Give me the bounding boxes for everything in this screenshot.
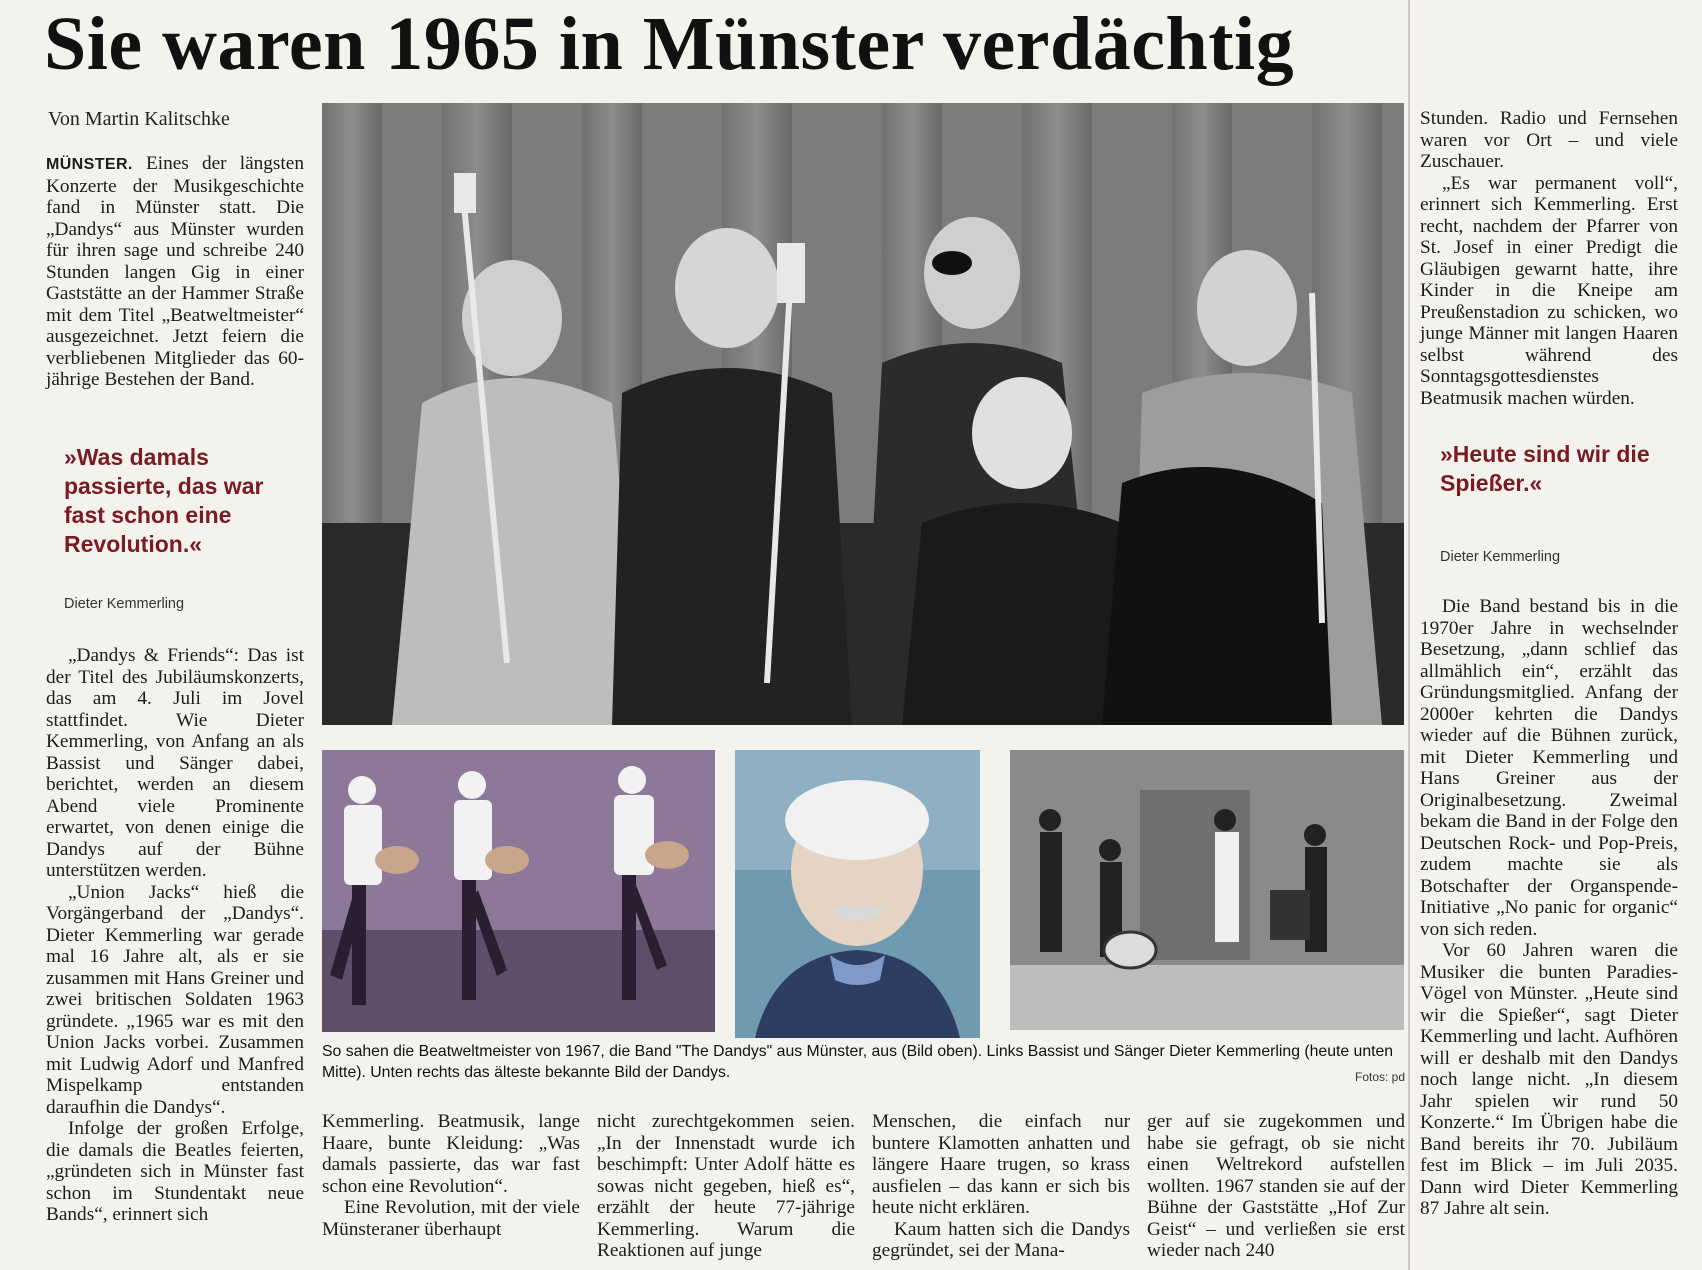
pull-quote-right: »Heute sind wir die Spießer.« bbox=[1440, 441, 1650, 496]
bottom-column-3 bbox=[872, 1111, 1130, 1262]
pull-quote-left-author: Dieter Kemmerling bbox=[64, 596, 185, 612]
lead-paragraph bbox=[46, 153, 304, 391]
left-column-body bbox=[46, 645, 304, 1226]
paragraph: nicht zurechtgekommen seien. „In der Innenstadt wurde ich beschimpft: Unter Adolf hätte es sowas nicht gegeben, hieß es“, erzählt der heute 77-jährige Kemmerling. Warum die Reaktionen auf junge bbox=[597, 1111, 855, 1261]
bottom-column-4 bbox=[1147, 1111, 1405, 1262]
bottom-column-1 bbox=[322, 1111, 580, 1240]
column-edge-rule bbox=[1408, 0, 1410, 1270]
paragraph: „Es war permanent voll“, erinnert sich Kemmerling. Erst recht, nachdem der Pfarrer von St. Josef in einer Predigt die Gläubigen gewarnt hatte, ihre Kinder in die Kneipe am Preußenstadion zu schicken, wo junge Männer mit langen Haaren selbst während des Sonntagsgottesdienstes Beatmusik machen würden. bbox=[1420, 172, 1678, 409]
paragraph: Vor 60 Jahren waren die Musiker die bunten Paradies-Vögel von Münster. „Heute sind wir die Spießer“, sagt Dieter Kemmerling und lacht. Aufhören will er deshalb mit den Dandys noch lange nicht. „In diesem Jahr spielen wir rund 50 Konzerte.“ Im Übrigen habe die Band bereits ihr 70. Jubiläum fest im Blick – im Juli 2035. Dann wird Dieter Kemmerling 87 Jahre alt sein. bbox=[1420, 940, 1678, 1219]
headline: Sie waren 1965 in Münster verdächtig bbox=[44, 2, 1295, 86]
photo-credit: Fotos: pd bbox=[1355, 1070, 1406, 1084]
bottom-column-2 bbox=[597, 1111, 855, 1262]
paragraph: ger auf sie zugekommen und habe sie gefragt, ob sie nicht einen Weltrekord aufstellen wollten. 1967 standen sie auf der Bühne der Gaststätte „Hof Zur Geist“ – und verließen sie erst wieder nach 240 bbox=[1147, 1111, 1405, 1261]
paragraph: „Dandys & Friends“: Das ist der Titel des Jubiläumskonzerts, das am 4. Juli im Jovel stattfindet. Wie Dieter Kemmerling, von Anfang an als Bassist und Sänger dabei, berichtet, werden an diesem Abend viele Prominente erwartet, von denen einige die Dandys auf der Bühne unterstützen werden. bbox=[46, 645, 304, 881]
photo-caption: So sahen die Beatweltmeister von 1967, die Band "The Dandys" aus Münster, aus (Bild oben). Links Bassist und Sänger Dieter Kemmerling (heute unten Mitte). Unten rechts das älteste bekannte Bild der Dandys. bbox=[322, 1043, 1394, 1081]
photo-portrait-kemmerling bbox=[735, 750, 980, 1038]
main-band-photo bbox=[322, 103, 1404, 725]
dateline: MÜNSTER. bbox=[46, 156, 133, 173]
paragraph: „Union Jacks“ hieß die Vorgängerband der „Dandys“. Dieter Kemmerling war gerade mal 16 Jahre alt, als er sie zusammen mit Hans Greiner und zwei britischen Soldaten 1963 gründete. „1965 war es mit den Union Jacks vorbei. Zusammen mit Ludwig Adorf und Manfred Mispelkamp entstanden daraufhin die Dandys“. bbox=[46, 881, 304, 1118]
pull-quote-left: »Was damals passierte, das war fast schon eine Revolution.« bbox=[64, 444, 264, 557]
paragraph: Stunden. Radio und Fernsehen waren vor Ort – und viele Zuschauer. bbox=[1420, 108, 1678, 172]
paragraph: Kemmerling. Beatmusik, lange Haare, bunte Kleidung: „Was damals passierte, das war fast schon eine Revolution“. bbox=[322, 1111, 580, 1197]
paragraph: Kaum hatten sich die Dandys gegründet, sei der Mana- bbox=[872, 1218, 1130, 1261]
right-column-top bbox=[1420, 108, 1678, 409]
lead-text: Eines der längsten Konzerte der Musikgeschichte fand in Münster statt. Die „Dandys“ aus Münster wurden für ihren sage und schreibe 240 Stunden langen Gig in einer Gaststätte an der Hammer Straße mit dem Titel „Beatweltmeister“ ausgezeichnet. Jetzt feiern die verbliebenen Mitglieder das 60-jährige Bestehen der Band. bbox=[46, 153, 304, 390]
pull-quote-right-author: Dieter Kemmerling bbox=[1440, 549, 1561, 565]
photo-dancing-band bbox=[322, 750, 715, 1032]
byline: Von Martin Kalitschke bbox=[48, 108, 230, 130]
paragraph: Menschen, die einfach nur buntere Klamotten anhatten und längere Haare trugen, so krass ausfielen – das kann er sich bis heute nicht erklären. bbox=[872, 1111, 1130, 1218]
photo-stage-oldest bbox=[1010, 750, 1404, 1030]
paragraph: Infolge der großen Erfolge, die damals die Beatles feierten, „gründeten sich in Münster fast schon im Stundentakt neue Bands“, erinnert sich bbox=[46, 1118, 304, 1225]
right-column-body bbox=[1420, 596, 1678, 1220]
paragraph: Eine Revolution, mit der viele Münsteraner überhaupt bbox=[322, 1197, 580, 1240]
paragraph: Die Band bestand bis in die 1970er Jahre in wechselnder Besetzung, „dann schlief das allmählich ein“, erzählt das Gründungsmitglied. Anfang der 2000er kehrten die Dandys wieder auf die Bühnen zurück, mit Dieter Kemmerling und Hans Greiner aus der Originalbesetzung. Zweimal bekam die Band in der Folge den Deutschen Rock- und Pop-Preis, zudem machte sie als Botschafter der Organspende-Initiative „No panic for organic“ von sich reden. bbox=[1420, 596, 1678, 940]
